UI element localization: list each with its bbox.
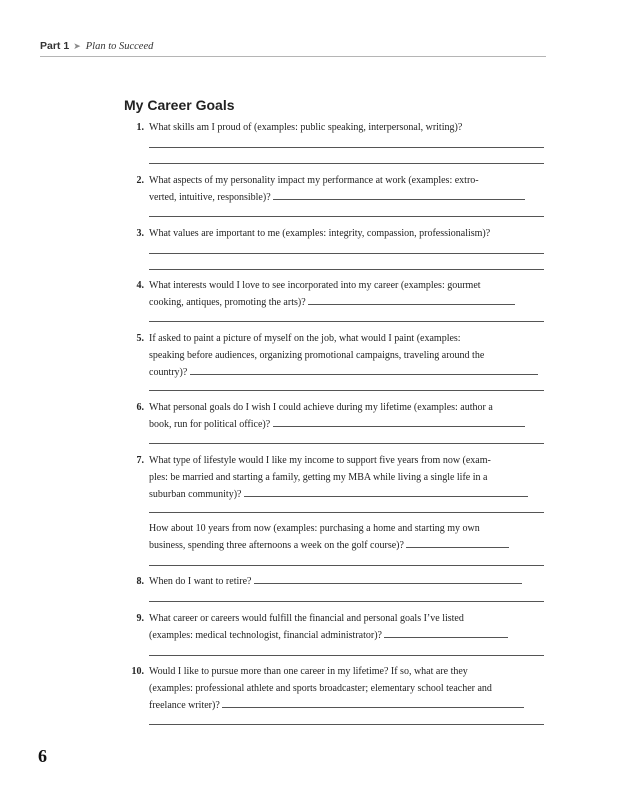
question-text: suburban community)? <box>149 489 242 500</box>
answer-blank[interactable] <box>190 365 538 375</box>
question-text: What career or careers would fulfill the financial and personal goals I’ve listed <box>149 613 464 624</box>
question-7-followup <box>149 520 544 554</box>
question-text: How about 10 years from now (examples: purchasing a home and starting my own <box>149 523 480 534</box>
question-text: Would I like to pursue more than one career in my lifetime? If so, what are they <box>149 666 468 677</box>
answer-line[interactable] <box>149 565 544 566</box>
question-number: 5. <box>136 333 144 344</box>
answer-blank[interactable] <box>308 295 515 305</box>
answer-line[interactable] <box>149 512 544 513</box>
answer-blank[interactable] <box>244 487 528 497</box>
answer-line[interactable] <box>149 147 544 148</box>
question-7 <box>136 452 544 503</box>
question-1 <box>136 119 544 136</box>
question-6 <box>136 399 544 433</box>
question-number: 10. <box>131 666 144 677</box>
question-number: 9. <box>136 613 144 624</box>
question-text: What type of lifestyle would I like my income to support five years from now (exam- <box>149 455 491 466</box>
question-3 <box>136 225 544 242</box>
answer-blank[interactable] <box>384 628 508 638</box>
question-2 <box>136 172 544 206</box>
section-title: Plan to Succeed <box>85 41 154 52</box>
question-number: 4. <box>136 280 144 291</box>
answer-line[interactable] <box>149 443 544 444</box>
part-label: Part 1 <box>40 40 70 52</box>
question-text: freelance writer)? <box>149 700 220 711</box>
question-4 <box>136 277 544 311</box>
question-10 <box>131 663 544 714</box>
answer-blank[interactable] <box>222 698 524 708</box>
answer-line[interactable] <box>149 216 544 217</box>
answer-line[interactable] <box>149 163 544 164</box>
question-text: verted, intuitive, responsible)? <box>149 192 271 203</box>
question-text: What skills am I proud of (examples: public speaking, interpersonal, writing)? <box>149 122 463 133</box>
question-number: 2. <box>136 175 144 186</box>
answer-line[interactable] <box>149 390 544 391</box>
question-text: If asked to paint a picture of myself on the job, what would I paint (examples: <box>149 333 461 344</box>
question-text: business, spending three afternoons a week on the golf course)? <box>149 540 404 551</box>
page-number: 6 <box>38 746 47 766</box>
answer-blank[interactable] <box>406 538 509 548</box>
question-text: What aspects of my personality impact my performance at work (examples: extro- <box>149 175 479 186</box>
question-text: cooking, antiques, promoting the arts)? <box>149 297 306 308</box>
question-5 <box>136 330 544 381</box>
question-8 <box>136 573 544 590</box>
question-text: book, run for political office)? <box>149 419 271 430</box>
page-title: My Career Goals <box>124 97 235 113</box>
question-text: (examples: medical technologist, financial administrator)? <box>149 630 382 641</box>
answer-line[interactable] <box>149 321 544 322</box>
question-number: 6. <box>136 402 144 413</box>
question-text: What values are important to me (examples: integrity, compassion, professionalism)? <box>149 228 491 239</box>
question-text: What interests would I love to see incorporated into my career (examples: gourmet <box>149 280 481 291</box>
question-number: 8. <box>136 576 144 587</box>
running-header <box>40 38 546 57</box>
answer-line[interactable] <box>149 655 544 656</box>
question-number: 1. <box>136 122 144 133</box>
answer-line[interactable] <box>149 601 544 602</box>
arrow-right-icon: ➤ <box>73 42 81 52</box>
question-text: When do I want to retire? <box>149 576 252 587</box>
answer-blank[interactable] <box>273 417 525 427</box>
answer-blank[interactable] <box>254 574 522 584</box>
answer-blank[interactable] <box>273 190 525 200</box>
question-text: (examples: professional athlete and sports broadcaster; elementary school teacher and <box>149 683 492 694</box>
question-number: 3. <box>136 228 144 239</box>
question-text: What personal goals do I wish I could achieve during my lifetime (examples: author a <box>149 402 493 413</box>
answer-line[interactable] <box>149 269 544 270</box>
answer-line[interactable] <box>149 724 544 725</box>
question-text: country)? <box>149 367 188 378</box>
question-number: 7. <box>136 455 144 466</box>
question-text: ples: be married and starting a family, getting my MBA while living a single life in a <box>149 472 488 483</box>
answer-line[interactable] <box>149 253 544 254</box>
question-text: speaking before audiences, organizing promotional campaigns, traveling around the <box>149 350 485 361</box>
question-9 <box>136 610 544 644</box>
